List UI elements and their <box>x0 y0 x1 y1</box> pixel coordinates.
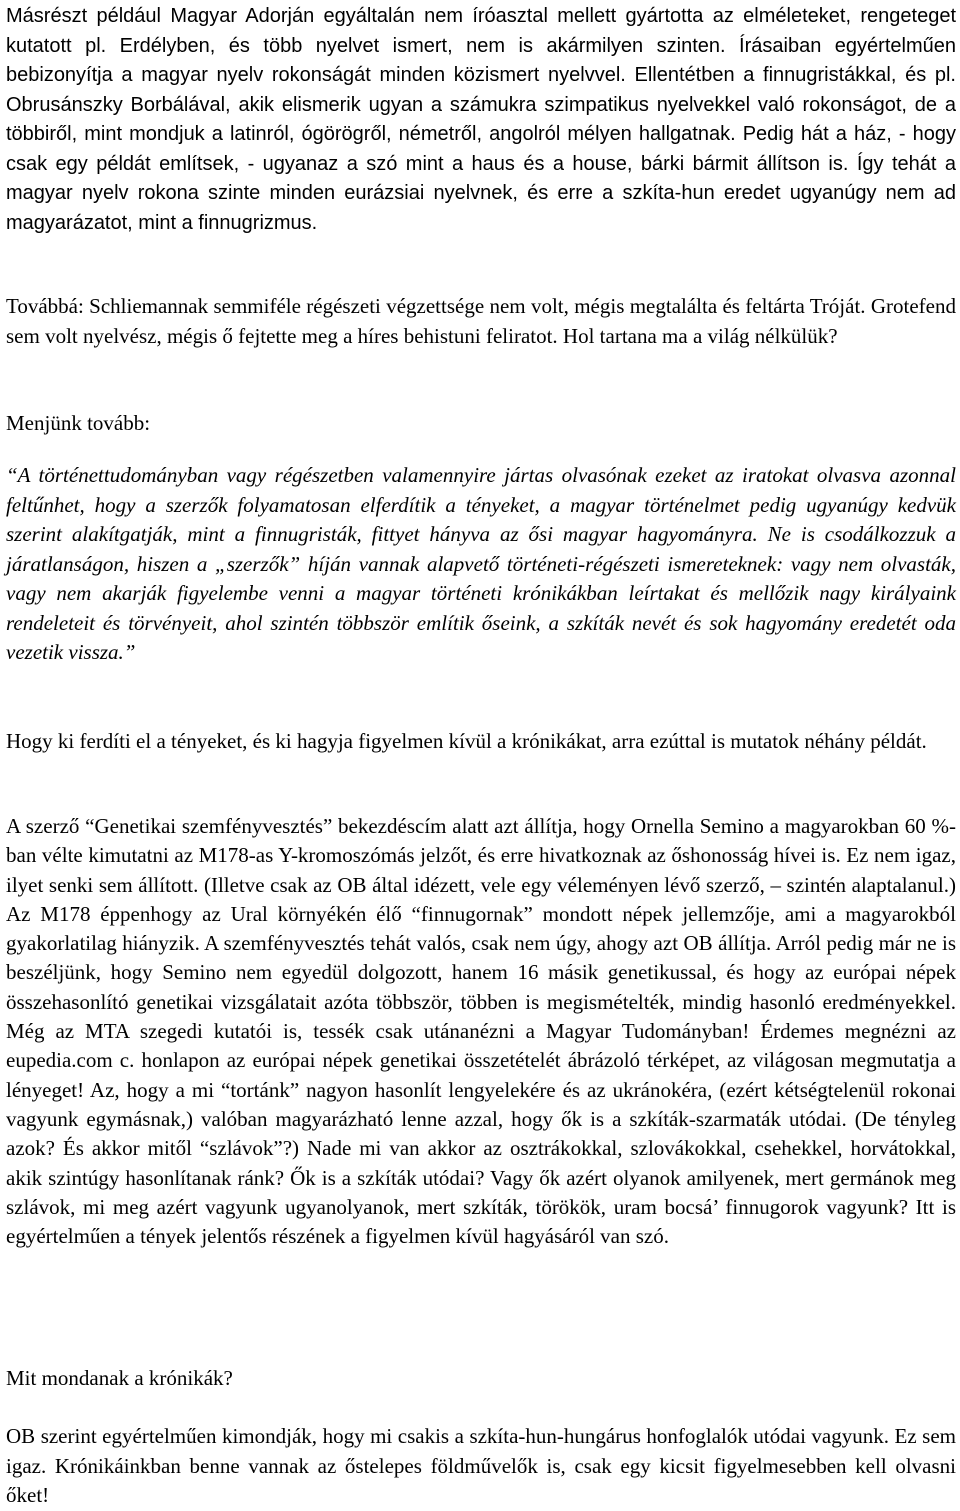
paragraph-mit-mondanak-kronikak: Mit mondanak a krónikák? <box>6 1366 233 1390</box>
paragraph-menjunk-tovabb: Menjünk tovább: <box>6 411 151 435</box>
paragraph-genetikai-szemfenyvesztes: A szerző “Genetikai szemfényvesztés” bekezdéscím alatt azt állítja, hogy Ornella Semino a magyarokban 60 %-ban vélte kimutatni az M178-as Y-kromoszómás jelzőt, és erre hivatkoznak az őshonosság hívei is. Ez nem igaz, ilyet senki sem állított. (Illetve csak az OB által idézett, vele egy véleményen lévő szerző, – szintén alaptalanul.) Az M178 éppenhogy az Ural környékén élő “finnugornak” mondott népek jellemzője, ami a magyarokból gyakorlatilag hiányzik. A szemfényvesztés tehát valós, csak nem úgy, ahogy azt OB állítja. Arról pedig már ne is beszéljünk, hogy Semino nem egyedül dolgozott, hanem 16 másik genetikussal, és hogy az európai népek összehasonlító genetikai vizsgálatait azóta többször, többen is megismételték, mindig hasonló eredményekkel. Még az MTA szegedi kutatói is, tessék csak utánanézni a Magyar Tudományban! Érdemes megnézni az eupedia.com c. honlapon az európai népek genetikai összetételét ábrázoló térképet, az világosan megmutatja a lényeget! Az, hogy a mi “tortánk” nagyon hasonlít lengyelekére és az ukránokéra, (ezért kétségtelenül rokonai vagyunk egymásnak,) valóban magyarázható lenne azzal, hogy ők is a szkíták-szarmaták utódai. (De tényleg azok? És akkor mitől “szlávok”?) Nade mi van akkor az osztrákokkal, szlovákokkal, csehekkel, horvátokkal, akik szintúgy hasonlítanak ránk? Ők is a szkíták utódai? Vagy ők azért olyanok amilyenek, mert germánok meg szlávok, mi meg azért vagyunk ugyanolyanok, mert szkíták, törökök, uram bocsá’ finnugorok vagyunk? Itt is egyértelműen a tények jelentős részének a figyelmen kívül hagyásáról van szó. <box>6 814 956 1249</box>
paragraph-ferditi-tenyeket: Hogy ki ferdíti el a tényeket, és ki hagyja figyelmen kívül a krónikákat, arra ezúttal is mutatok néhány példát. <box>6 729 927 753</box>
paragraph-magyar-adorjan: Másrészt például Magyar Adorján egyáltalán nem íróasztal mellett gyártotta az elméleteket, rengeteget kutatott pl. Erdélyben, és több nyelvet ismert, nem is akármilyen szinten. Írásaiban egyértelműen bebizonyítja a magyar nyelv rokonságát minden közismert nyelvvel. Ellentétben a finnugristákkal, és pl. Obrusánszky Borbálával, akik elismerik ugyan a számukra szimpatikus nyelvekkel való rokonságot, de a többiről, mint mondjuk a latinról, ógörögről, németről, angolról mélyen hallgatnak. Pedig hát a ház, - hogy csak egy példát említsek, - ugyanaz a szó mint a haus és a house, bárki bármit állítson is. Így tehát a magyar nyelv rokona szinte minden eurázsiai nyelvnek, és erre a szkíta-hun eredet ugyanúgy nem ad magyarázatot, mint a finnugrizmus. <box>6 5 956 234</box>
paragraph-ob-szerint: OB szerint egyértelműen kimondják, hogy mi csakis a szkíta-hun-hungárus honfoglalók utódai vagyunk. Ez sem igaz. Krónikáinkban benne vannak az őstelepes földművelők is, csak egy kicsit figyelmesebben kell olvasni őket! <box>6 1424 956 1507</box>
paragraph-schliemann: Továbbá: Schliemannak semmiféle régészeti végzettsége nem volt, mégis megtalálta és feltárta Tróját. Grotefend sem volt nyelvész, mégis ő fejtette meg a híres behistuni feliratot. Hol tartana ma a világ nélkülük? <box>6 294 956 348</box>
quoted-paragraph: “A történettudományban vagy régészetben valamennyire jártas olvasónak ezeket az iratokat olvasva azonnal feltűnhet, hogy a szerzők folyamatosan elferdítik a tényeket, a magyar történelmet pedig ugyanúgy kedvük szerint alakítgatják, mint a finnugristák, fittyet hányva az ősi magyar hagyományra. Ne is csodálkozzuk a járatlanságon, hiszen a „szerzők” híján vannak alapvető történeti-régészeti ismereteknek: vagy nem olvasták, vagy nem akarják figyelembe venni a magyar történeti krónikákban leírtakat és mellőzik nagy királyaink rendeleteit és törvényeit, ahol szintén többször említik őseink, a szkíták nevét és sok hagyomány eredetét oda vezetik vissza.” <box>6 463 956 664</box>
